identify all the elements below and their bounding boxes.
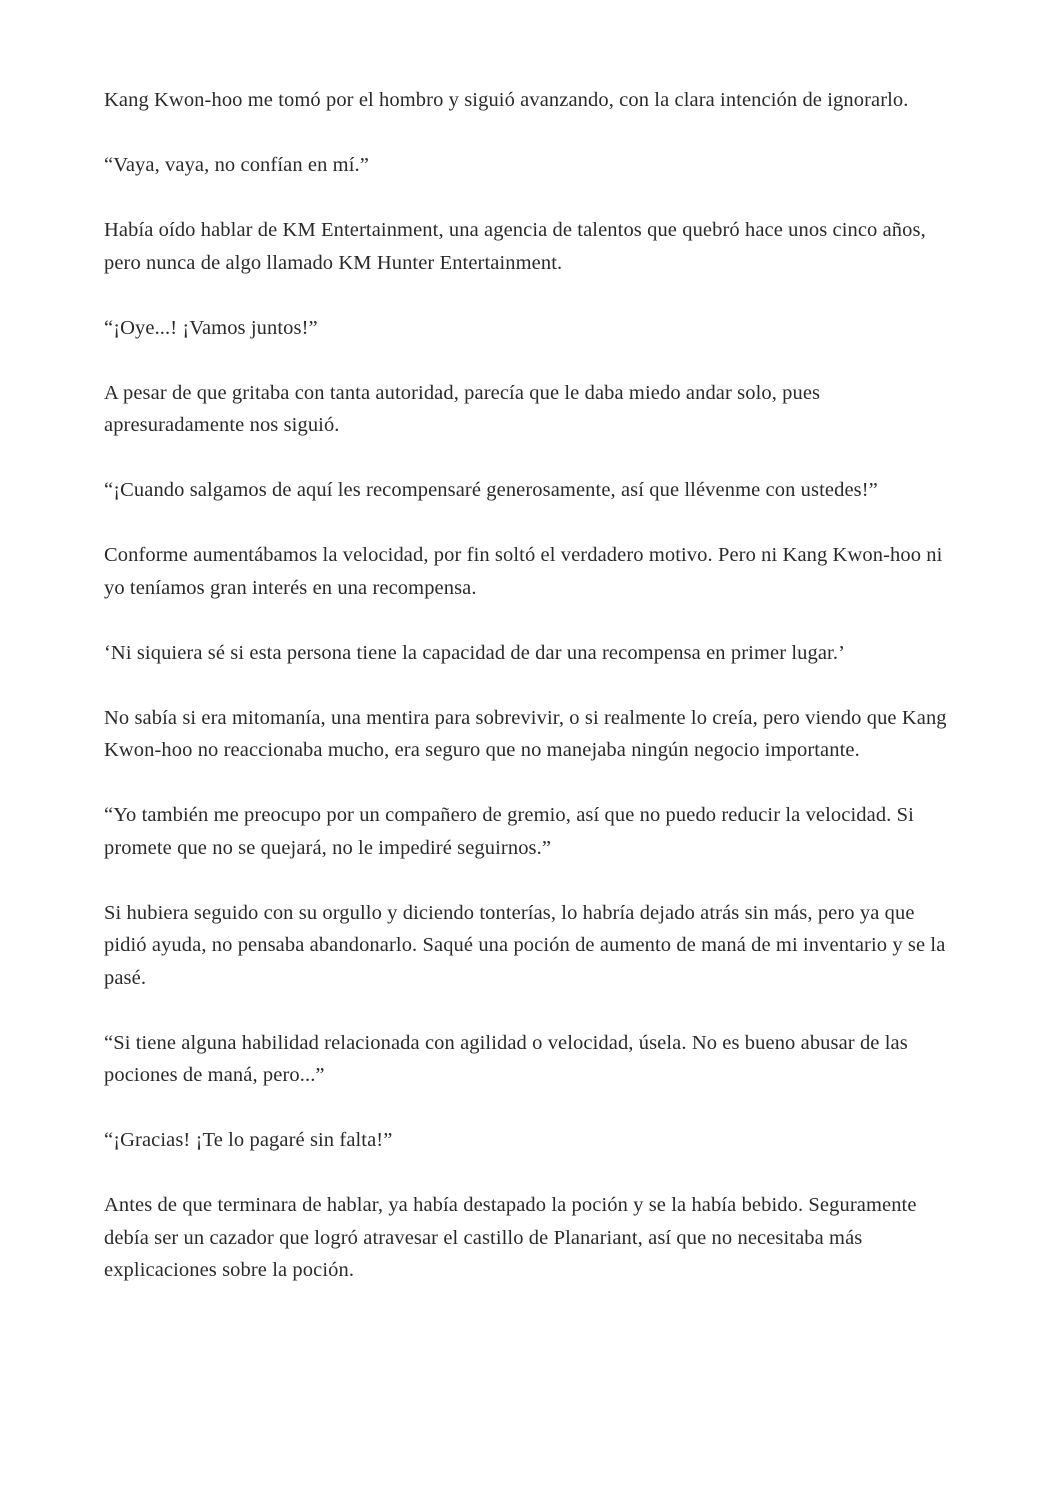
paragraph: ‘Ni siquiera sé si esta persona tiene la capacidad de dar una recompensa en primer lugar.’ <box>104 641 845 664</box>
document-page <box>104 84 949 1319</box>
paragraph: “Yo también me preocupo por un compañero de gremio, así que no puedo reducir la velocidad. Si promete que no se quejará, no le impediré seguirnos.” <box>104 804 914 859</box>
paragraph: Conforme aumentábamos la velocidad, por fin soltó el verdadero motivo. Pero ni Kang Kwon-hoo ni yo teníamos gran interés en una recompensa. <box>104 544 943 599</box>
paragraph: No sabía si era mitomanía, una mentira para sobrevivir, o si realmente lo creía, pero viendo que Kang Kwon-hoo no reaccionaba mucho, era seguro que no manejaba ningún negocio importante. <box>104 706 947 761</box>
paragraph: “¡Gracias! ¡Te lo pagaré sin falta!” <box>104 1129 393 1151</box>
paragraph: Si hubiera seguido con su orgullo y diciendo tonterías, lo habría dejado atrás sin más, pero ya que pidió ayuda, no pensaba abandonarlo. Saqué una poción de aumento de maná de mi inventario y se la pasé. <box>104 901 946 989</box>
paragraph: Antes de que terminara de hablar, ya había destapado la poción y se la había bebido. Seguramente debía ser un cazador que logró atravesar el castillo de Planariant, así que no necesitaba más explicaciones sobre la poción. <box>104 1194 917 1281</box>
paragraph: “Si tiene alguna habilidad relacionada con agilidad o velocidad, úsela. No es bueno abusar de las pociones de maná, pero...” <box>104 1031 908 1086</box>
paragraph: A pesar de que gritaba con tanta autoridad, parecía que le daba miedo andar solo, pues apresuradamente nos siguió. <box>104 381 821 436</box>
paragraph: Kang Kwon-hoo me tomó por el hombro y siguió avanzando, con la clara intención de ignorarlo. <box>104 89 909 111</box>
paragraph: “Vaya, vaya, no confían en mí.” <box>104 154 369 176</box>
paragraph: “¡Oye...! ¡Vamos juntos!” <box>104 316 318 339</box>
paragraph: Había oído hablar de KM Entertainment, una agencia de talentos que quebró hace unos cinco años, pero nunca de algo llamado KM Hunter Entertainment. <box>104 219 926 274</box>
paragraph: “¡Cuando salgamos de aquí les recompensaré generosamente, así que llévenme con ustedes!” <box>104 479 878 501</box>
